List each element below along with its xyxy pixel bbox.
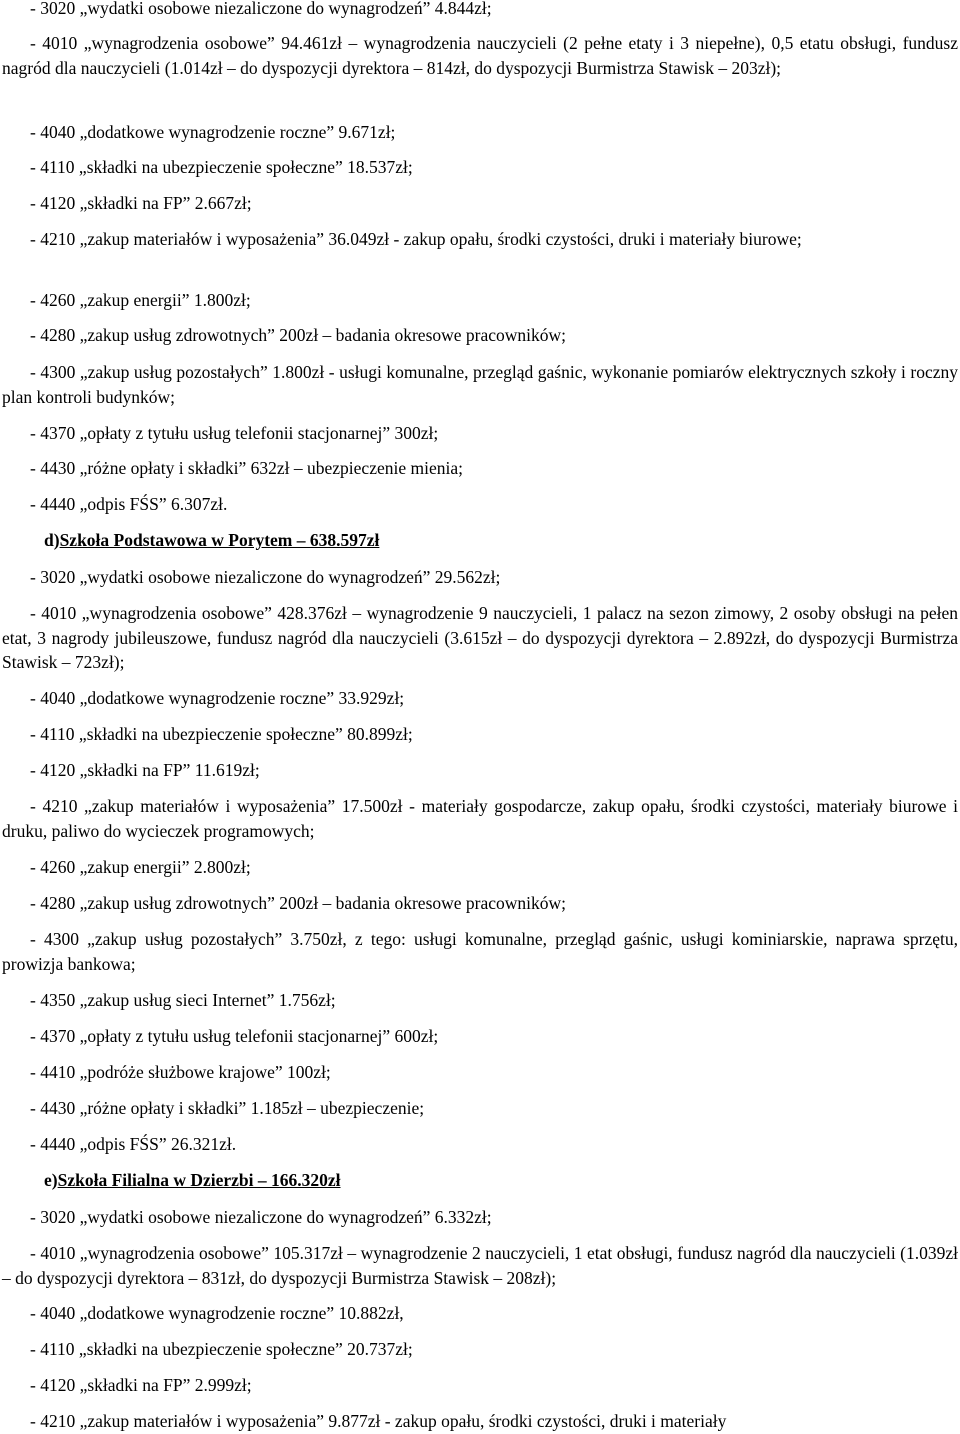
section-title: Szkoła Podstawowa w Porytem – 638.597zł — [59, 530, 380, 550]
budget-item: - 4110 „składki na ubezpieczenie społeczne” 18.537zł; — [30, 157, 413, 177]
budget-item: - 4040 „dodatkowe wynagrodzenie roczne” 9.671zł; — [30, 122, 396, 142]
budget-item: - 3020 „wydatki osobowe niezaliczone do wynagrodzeń” 6.332zł; — [30, 1207, 492, 1227]
budget-item: - 4210 „zakup materiałów i wyposażenia” 17.500zł - materiały gospodarcze, zakup opału, środki czystości, materiały biurowe i druku, paliwo do wycieczek programowych; — [2, 796, 958, 841]
budget-item: - 4120 „składki na FP” 2.999zł; — [30, 1375, 252, 1395]
budget-item: - 3020 „wydatki osobowe niezaliczone do wynagrodzeń” 4.844zł; — [30, 0, 492, 18]
section-heading — [44, 1168, 341, 1192]
budget-item: - 4260 „zakup energii” 2.800zł; — [30, 857, 251, 877]
budget-item: - 4280 „zakup usług zdrowotnych” 200zł – badania okresowe pracowników; — [30, 325, 567, 345]
section-letter: d) — [44, 530, 60, 550]
budget-item: - 4440 „odpis FŚS” 6.307zł. — [30, 494, 228, 514]
section-title: Szkoła Filialna w Dzierzbi – 166.320zł — [57, 1170, 341, 1190]
section-heading — [44, 528, 379, 552]
budget-item: - 4300 „zakup usług pozostałych” 1.800zł - usługi komunalne, przegląd gaśnic, wykonanie pomiarów elektrycznych szkoły i roczny plan kontroli budynków; — [2, 362, 958, 407]
budget-item: - 4110 „składki na ubezpieczenie społeczne” 80.899zł; — [30, 724, 413, 744]
budget-item: - 4280 „zakup usług zdrowotnych” 200zł – badania okresowe pracowników; — [30, 893, 567, 913]
budget-item: - 4040 „dodatkowe wynagrodzenie roczne” 10.882zł, — [30, 1303, 404, 1323]
budget-item: - 4010 „wynagrodzenia osobowe” 428.376zł – wynagrodzenie 9 nauczycieli, 1 palacz na sezon zimowy, 2 osoby obsługi na pełen etat, 3 nagrody jubileuszowe, fundusz nagród dla nauczycieli (3.615zł – do dyspozycji dyrektora – 2.892zł, do dyspozycji Burmistrza Stawisk – 723zł); — [2, 603, 958, 672]
budget-item: - 4430 „różne opłaty i składki” 1.185zł – ubezpieczenie; — [30, 1098, 425, 1118]
budget-item: - 4300 „zakup usług pozostałych” 3.750zł, z tego: usługi komunalne, przegląd gaśnic, usługi kominiarskie, naprawa sprzętu, prowizja bankowa; — [2, 929, 958, 974]
budget-item: - 4010 „wynagrodzenia osobowe” 94.461zł – wynagrodzenia nauczycieli (2 pełne etaty i 3 niepełne), 0,5 etatu obsługi, fundusz nagród dla nauczycieli (1.014zł – do dyspozycji dyrektora – 814zł, do dyspozycji Burmistrza Stawisk – 203zł); — [2, 33, 958, 78]
budget-item: - 4350 „zakup usług sieci Internet” 1.756zł; — [30, 990, 336, 1010]
budget-item: - 3020 „wydatki osobowe niezaliczone do wynagrodzeń” 29.562zł; — [30, 567, 501, 587]
budget-item: - 4210 „zakup materiałów i wyposażenia” 9.877zł - zakup opału, środki czystości, druki i materiały — [30, 1411, 727, 1431]
budget-item: - 4370 „opłaty z tytułu usług telefonii stacjonarnej” 600zł; — [30, 1026, 439, 1046]
budget-item: - 4210 „zakup materiałów i wyposażenia” 36.049zł - zakup opału, środki czystości, druki i materiały biurowe; — [30, 229, 802, 249]
budget-item: - 4430 „różne opłaty i składki” 632zł – ubezpieczenie mienia; — [30, 458, 463, 478]
budget-item: - 4410 „podróże służbowe krajowe” 100zł; — [30, 1062, 331, 1082]
budget-item: - 4110 „składki na ubezpieczenie społeczne” 20.737zł; — [30, 1339, 413, 1359]
budget-item: - 4370 „opłaty z tytułu usług telefonii stacjonarnej” 300zł; — [30, 423, 439, 443]
budget-item: - 4010 „wynagrodzenia osobowe” 105.317zł – wynagrodzenie 2 nauczycieli, 1 etat obsługi, fundusz nagród dla nauczycieli (1.039zł – do dyspozycji dyrektora – 831zł, do dyspozycji Burmistrza Stawisk – 208zł); — [2, 1243, 958, 1288]
budget-item: - 4120 „składki na FP” 2.667zł; — [30, 193, 252, 213]
budget-item: - 4440 „odpis FŚS” 26.321zł. — [30, 1134, 237, 1154]
budget-item: - 4260 „zakup energii” 1.800zł; — [30, 290, 251, 310]
budget-item: - 4040 „dodatkowe wynagrodzenie roczne” 33.929zł; — [30, 688, 405, 708]
budget-item: - 4120 „składki na FP” 11.619zł; — [30, 760, 260, 780]
section-letter: e) — [44, 1170, 58, 1190]
